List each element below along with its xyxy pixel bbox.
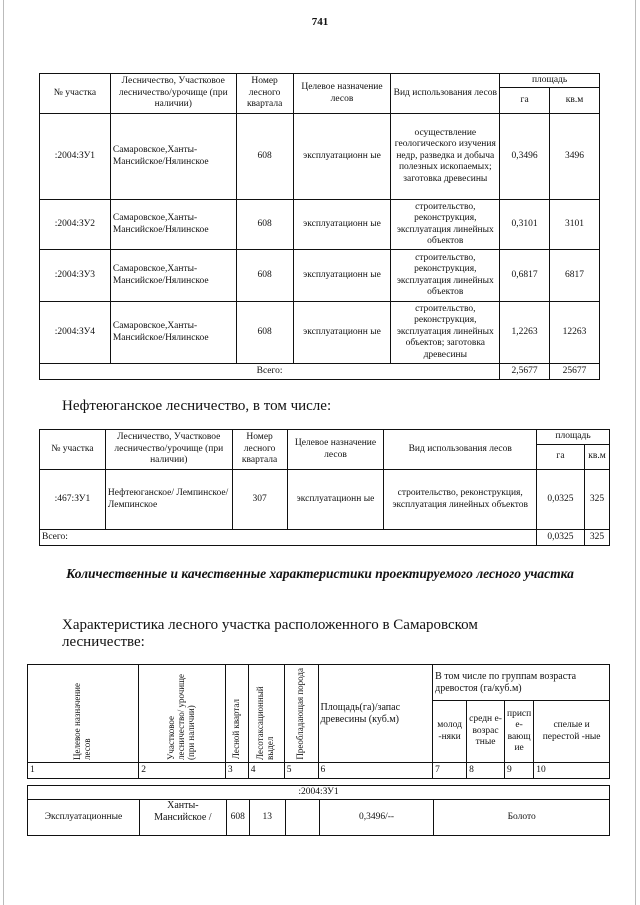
col-number: 1 xyxy=(28,763,139,779)
nefteyugansk-plots-table xyxy=(39,429,610,546)
cell-num: :2004:ЗУ4 xyxy=(40,302,111,364)
header-use: Вид использования лесов xyxy=(384,430,537,470)
header-middle: средн е-возрас тные xyxy=(467,701,505,763)
header-area-stock: Площадь(га)/запас древесины (куб.м) xyxy=(318,665,433,763)
col-number: 9 xyxy=(505,763,534,779)
plot-row-table xyxy=(27,799,610,836)
header-ha: га xyxy=(537,445,585,470)
cell-use: строительство, реконструкция, эксплуатация линейных объектов xyxy=(391,200,500,250)
header-young: молод -няки xyxy=(433,701,467,763)
header-sqm: кв.м xyxy=(584,445,609,470)
cell-sqm: 6817 xyxy=(550,250,600,302)
header-area: площадь xyxy=(500,74,600,88)
header-sqm: кв.м xyxy=(550,88,600,114)
header-purpose: Целевое назначение лесов xyxy=(28,665,139,763)
cell-plot: 13 xyxy=(249,800,285,836)
col-number: 4 xyxy=(248,763,284,779)
cell-forestry: Самаровское,Ханты-Мансийское/Нялинское xyxy=(110,200,236,250)
col-number: 5 xyxy=(284,763,318,779)
cell-forestry: Самаровское,Ханты-Мансийское/Нялинское xyxy=(110,302,236,364)
total-label: Всего: xyxy=(40,364,500,380)
header-forestry: Лесничество, Участковое лесничество/урочище (при наличии) xyxy=(110,74,236,114)
col-number: 8 xyxy=(467,763,505,779)
header-quarter: Лесной квартал xyxy=(225,665,248,763)
cell-area-stock: 0,3496/-- xyxy=(319,800,434,836)
header-num: № участка xyxy=(40,74,111,114)
col-number: 10 xyxy=(534,763,610,779)
cell-use: строительство, реконструкция, эксплуатация линейных объектов xyxy=(391,250,500,302)
cell-num: :2004:ЗУ3 xyxy=(40,250,111,302)
header-area: площадь xyxy=(537,430,610,445)
header-plot: Лесотаксационный выдел xyxy=(248,665,284,763)
table-row xyxy=(28,800,610,836)
cell-num: :2004:ЗУ1 xyxy=(40,114,111,200)
cell-forestry: Самаровское,Ханты-Мансийское/Нялинское xyxy=(110,250,236,302)
table-row xyxy=(40,114,600,200)
cell-use: строительство, реконструкция, эксплуатация линейных объектов xyxy=(384,470,537,530)
cell-district: Ханты-Мансийское / xyxy=(139,800,226,836)
header-district: Участковое лесничество/ урочище (при наличии) xyxy=(139,665,226,763)
cell-quarter: 608 xyxy=(236,114,293,200)
cell-num: :2004:ЗУ2 xyxy=(40,200,111,250)
total-ha: 0,0325 xyxy=(537,530,585,546)
cell-num: :467:ЗУ1 xyxy=(40,470,106,530)
cell-purpose: эксплуатационн ые xyxy=(293,200,391,250)
column-numbers-row xyxy=(28,763,610,779)
total-ha: 2,5677 xyxy=(500,364,550,380)
header-species: Преобладающая порода xyxy=(284,665,318,763)
cell-purpose: эксплуатационн ые xyxy=(287,470,384,530)
cell-quarter: 608 xyxy=(236,302,293,364)
cell-ha: 0,3101 xyxy=(500,200,550,250)
cell-ha: 0,6817 xyxy=(500,250,550,302)
total-label: Всего: xyxy=(40,530,537,546)
nefteyugansk-heading: Нефтеюганское лесничество, в том числе: xyxy=(62,398,332,414)
col-number: 6 xyxy=(318,763,433,779)
section-title: Количественные и качественные характеристики проектируемого лесного участка xyxy=(66,566,574,581)
header-forestry: Лесничество, Участковое лесничество/урочище (при наличии) xyxy=(105,430,232,470)
header-quarter: Номер лесного квартала xyxy=(236,74,293,114)
cell-forestry: Самаровское,Ханты-Мансийское/Нялинское xyxy=(110,114,236,200)
total-row xyxy=(40,530,610,546)
cell-ha: 1,2263 xyxy=(500,302,550,364)
header-maturing: присп е-вающ ие xyxy=(505,701,534,763)
header-ha: га xyxy=(500,88,550,114)
cell-ha: 0,3496 xyxy=(500,114,550,200)
total-sqm: 25677 xyxy=(550,364,600,380)
scan-edge-left xyxy=(3,0,4,905)
total-row xyxy=(40,364,600,380)
cell-sqm: 12263 xyxy=(550,302,600,364)
col-number: 2 xyxy=(139,763,226,779)
cell-purpose: Эксплуатационные xyxy=(28,800,140,836)
header-use: Вид использования лесов xyxy=(391,74,500,114)
header-purpose: Целевое назначение лесов xyxy=(293,74,391,114)
plot-label: :2004:ЗУ1 xyxy=(27,785,610,799)
cell-purpose: эксплуатационн ые xyxy=(293,250,391,302)
cell-ha: 0,0325 xyxy=(537,470,585,530)
cell-sqm: 325 xyxy=(584,470,609,530)
header-purpose: Целевое назначение лесов xyxy=(287,430,384,470)
cell-use: строительство, реконструкция, эксплуатация линейных объектов; заготовка древесины xyxy=(391,302,500,364)
table-row xyxy=(40,302,600,364)
samarovo-plots-table xyxy=(39,73,600,380)
cell-forestry: Нефтеюганское/ Лемпинское/ Лемпинское xyxy=(105,470,232,530)
cell-note: Болото xyxy=(434,800,610,836)
header-mature: спелые и перестой -ные xyxy=(534,701,610,763)
table-row xyxy=(40,200,600,250)
table-row xyxy=(40,250,600,302)
header-quarter: Номер лесного квартала xyxy=(232,430,287,470)
header-age-groups: В том числе по группам возраста древостоя (га/куб.м) xyxy=(433,665,610,701)
cell-purpose: эксплуатационн ые xyxy=(293,114,391,200)
section-subtitle: Характеристика лесного участка расположенного в Самаровском лесничестве: xyxy=(62,617,478,651)
total-sqm: 325 xyxy=(584,530,609,546)
cell-purpose: эксплуатационн ые xyxy=(293,302,391,364)
header-num: № участка xyxy=(40,430,106,470)
page-number: 741 xyxy=(311,16,329,28)
col-number: 3 xyxy=(225,763,248,779)
cell-species xyxy=(285,800,319,836)
cell-quarter: 307 xyxy=(232,470,287,530)
characteristics-table xyxy=(27,664,610,779)
cell-quarter: 608 xyxy=(236,200,293,250)
table-row xyxy=(40,470,610,530)
cell-quarter: 608 xyxy=(226,800,249,836)
cell-quarter: 608 xyxy=(236,250,293,302)
cell-use: осуществление геологического изучения недр, разведка и добыча полезных ископаемых; заготовка древесины xyxy=(391,114,500,200)
scan-edge-right xyxy=(635,0,636,905)
cell-sqm: 3496 xyxy=(550,114,600,200)
col-number: 7 xyxy=(433,763,467,779)
cell-sqm: 3101 xyxy=(550,200,600,250)
